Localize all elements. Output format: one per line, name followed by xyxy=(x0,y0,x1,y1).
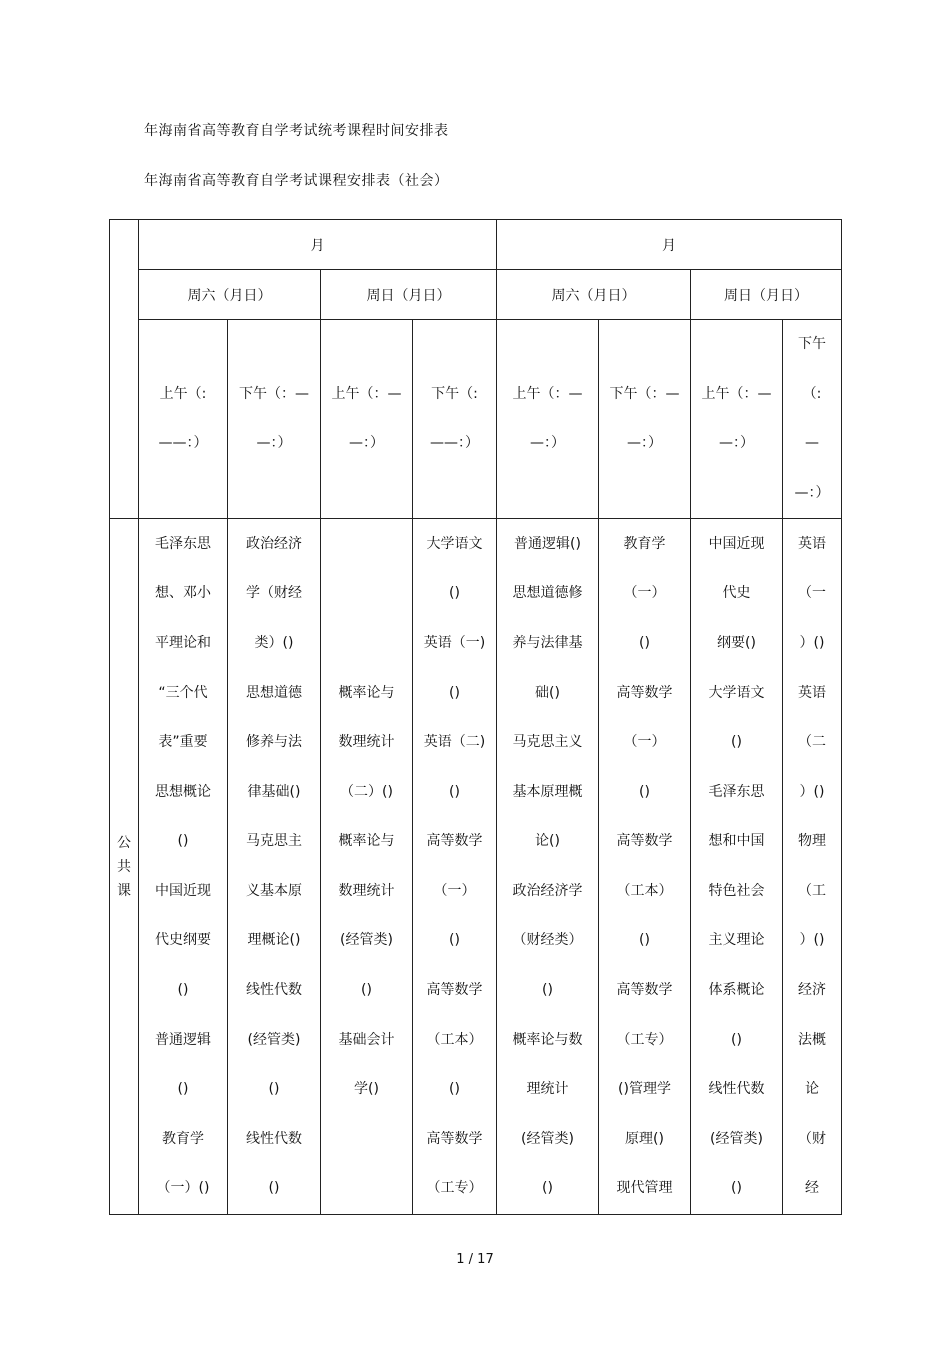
course-line: 础() xyxy=(535,684,560,701)
course-line: 想、邓小 xyxy=(155,585,211,602)
day-header-3: 周六（月日） xyxy=(497,270,691,320)
course-line: (经管类) xyxy=(521,1130,574,1147)
course-line: 学（财经 xyxy=(246,585,302,602)
session-line: 下午（：— xyxy=(239,385,309,402)
course-cell xyxy=(691,519,783,1215)
course-line: () xyxy=(731,1180,742,1197)
session-line: —：） xyxy=(627,435,662,452)
course-cell xyxy=(783,519,842,1215)
course-line: (经管类) xyxy=(247,1031,301,1048)
session-line: — xyxy=(805,435,819,452)
course-line: 高等数学 xyxy=(616,833,673,850)
course-line xyxy=(321,569,412,619)
day-header-1: 周六（月日） xyxy=(139,270,321,320)
page-number: 1 / 17 xyxy=(456,1252,494,1267)
session-line: 上午（：— xyxy=(331,385,402,402)
session-line: —：） xyxy=(256,435,292,452)
course-line: () xyxy=(639,932,650,949)
course-line: 原理() xyxy=(625,1130,664,1147)
course-line: 经 xyxy=(805,1180,819,1197)
course-line: 毛泽东思 xyxy=(155,535,211,552)
course-line: 体系概论 xyxy=(708,982,765,999)
course-line: 论 xyxy=(805,1081,819,1098)
course-line: 教育学 xyxy=(162,1130,204,1147)
course-line: () xyxy=(268,1081,280,1098)
course-line: 主义理论 xyxy=(708,932,765,949)
course-line: (经管类) xyxy=(340,932,393,949)
course-line: （财经类） xyxy=(512,932,583,949)
course-line: 理概论() xyxy=(247,932,301,949)
course-line: () xyxy=(449,1081,460,1098)
course-line: 法概 xyxy=(798,1031,826,1048)
course-line: 思想概论 xyxy=(155,783,211,800)
session-header xyxy=(321,320,413,519)
course-line: 高等数学 xyxy=(426,982,483,999)
course-line: 大学语文 xyxy=(708,684,765,701)
course-line: （工本） xyxy=(616,882,673,899)
course-line: （一） xyxy=(623,734,666,751)
course-line: () xyxy=(177,982,189,999)
course-line: 代史纲要 xyxy=(155,932,211,949)
session-header xyxy=(599,320,691,519)
course-line: () xyxy=(177,1081,189,1098)
course-line: (经管类) xyxy=(710,1130,763,1147)
course-line: 类）() xyxy=(254,634,294,651)
course-line: () xyxy=(639,634,650,651)
course-line: 纲要() xyxy=(717,634,756,651)
course-line: 毛泽东思 xyxy=(708,783,765,800)
course-cell xyxy=(139,519,228,1215)
course-line: 英语（二) xyxy=(423,734,486,751)
course-line: 线性代数 xyxy=(246,982,302,999)
schedule-table xyxy=(109,219,842,1215)
course-line: () xyxy=(639,783,650,800)
month-header-1: 月 xyxy=(139,220,497,270)
course-line: 概率论与数 xyxy=(512,1031,583,1048)
session-line: 上午（：— xyxy=(512,385,583,402)
course-line: 物理 xyxy=(798,833,826,850)
course-line: 英语（一) xyxy=(423,634,486,651)
course-line: 马克思主 xyxy=(246,833,302,850)
course-line: 养与法律基 xyxy=(512,634,583,651)
category-char: 公 xyxy=(117,834,131,851)
session-line: —：） xyxy=(530,435,565,452)
course-line: （一） xyxy=(623,585,666,602)
month-header-2: 月 xyxy=(497,220,842,270)
course-line: 大学语文 xyxy=(426,535,483,552)
course-line: （工专） xyxy=(426,1180,483,1197)
course-line: 高等数学 xyxy=(616,982,673,999)
course-cell xyxy=(321,519,413,1215)
document-title: 年海南省高等教育自学考试统考课程时间安排表 xyxy=(144,123,449,139)
course-line: 线性代数 xyxy=(246,1130,302,1147)
session-header xyxy=(139,320,228,519)
session-line: 下午（：— xyxy=(609,385,680,402)
course-line xyxy=(321,520,412,570)
document-subtitle: 年海南省高等教育自学考试课程安排表（社会） xyxy=(144,173,449,189)
session-line: 上午（: xyxy=(159,385,207,402)
course-line: （二 xyxy=(798,734,826,751)
course-line: 想和中国 xyxy=(708,833,765,850)
course-line: 中国近现 xyxy=(708,535,765,552)
category-cell xyxy=(110,519,139,1215)
course-line: () xyxy=(177,833,189,850)
day-header-4: 周日（月日） xyxy=(691,270,842,320)
course-line xyxy=(321,1164,412,1214)
course-line: 概率论与 xyxy=(338,833,395,850)
course-line: 普通逻辑() xyxy=(514,535,581,552)
course-line: （工专） xyxy=(616,1031,673,1048)
course-line: 基础会计 xyxy=(338,1031,395,1048)
course-line: 高等数学 xyxy=(426,833,483,850)
course-cell xyxy=(599,519,691,1215)
course-line: （一 xyxy=(798,585,826,602)
course-line: （工 xyxy=(798,882,826,899)
course-line: ）() xyxy=(799,783,825,800)
course-line: 代史 xyxy=(722,585,751,602)
course-line: 现代管理 xyxy=(616,1180,673,1197)
session-header xyxy=(691,320,783,519)
session-line: 下午 xyxy=(798,336,826,352)
course-line: 经济 xyxy=(798,982,826,999)
course-line: （财 xyxy=(798,1130,826,1147)
session-line: 上午（：— xyxy=(701,385,772,402)
course-line: （工本） xyxy=(426,1031,483,1048)
course-line: () xyxy=(542,982,553,999)
course-line: 政治经济 xyxy=(246,535,302,552)
course-line: ）() xyxy=(799,634,825,651)
course-line: () xyxy=(449,932,460,949)
course-line: () xyxy=(542,1180,553,1197)
course-line: 数理统计 xyxy=(338,734,395,751)
course-line: 线性代数 xyxy=(708,1081,765,1098)
course-line: 中国近现 xyxy=(155,882,211,899)
course-line: () xyxy=(449,684,460,701)
course-cell xyxy=(497,519,599,1215)
course-line: “三个代 xyxy=(158,684,208,701)
course-line: 表”重要 xyxy=(158,734,208,751)
course-line: 概率论与 xyxy=(338,684,395,701)
course-line: 教育学 xyxy=(623,535,666,552)
course-line: 特色社会 xyxy=(708,882,765,899)
session-line: （: xyxy=(802,385,822,402)
course-line: 平理论和 xyxy=(155,634,211,651)
course-line: () xyxy=(731,1031,742,1048)
course-cell xyxy=(228,519,321,1215)
course-line: 修养与法 xyxy=(246,734,302,751)
course-line: ()管理学 xyxy=(618,1081,671,1098)
session-header xyxy=(228,320,321,519)
session-line: —：） xyxy=(719,435,754,452)
day-header-2: 周日（月日） xyxy=(321,270,497,320)
course-line: 普通逻辑 xyxy=(155,1031,211,1048)
session-line: ——：） xyxy=(158,435,208,452)
course-line: 高等数学 xyxy=(616,684,673,701)
course-line: () xyxy=(731,734,742,751)
course-line: () xyxy=(268,1180,280,1197)
course-line: 马克思主义 xyxy=(512,734,583,751)
course-line: （一） xyxy=(433,882,476,899)
course-line: 律基础() xyxy=(247,783,301,800)
course-cell xyxy=(413,519,497,1215)
course-line: 思想道德修 xyxy=(512,585,583,602)
course-line: 基本原理概 xyxy=(512,783,583,800)
corner-cell xyxy=(110,220,139,519)
course-line: 论() xyxy=(535,833,560,850)
course-line: () xyxy=(361,982,372,999)
course-line: 思想道德 xyxy=(246,684,302,701)
category-char: 共 xyxy=(117,858,131,875)
course-line: 英语 xyxy=(798,684,826,701)
course-line: 学() xyxy=(354,1081,379,1098)
course-line: （二）() xyxy=(340,783,393,800)
session-header xyxy=(497,320,599,519)
course-line xyxy=(321,1115,412,1165)
category-char: 课 xyxy=(117,882,131,899)
course-line: () xyxy=(449,585,460,602)
course-line: 数理统计 xyxy=(338,882,395,899)
session-line: 下午（: xyxy=(431,385,478,402)
course-line: （一）() xyxy=(156,1180,210,1197)
session-line: —：） xyxy=(349,435,384,452)
course-line xyxy=(321,619,412,669)
course-line: 高等数学 xyxy=(426,1130,483,1147)
course-line: ）() xyxy=(799,932,825,949)
course-line: 英语 xyxy=(798,535,826,552)
course-line: 义基本原 xyxy=(246,882,302,899)
session-line: ——：） xyxy=(430,435,479,452)
session-header xyxy=(783,320,842,519)
course-line: () xyxy=(449,783,460,800)
session-header xyxy=(413,320,497,519)
course-line: 理统计 xyxy=(526,1081,569,1098)
session-line: —：） xyxy=(794,484,830,501)
course-line: 政治经济学 xyxy=(512,882,583,899)
